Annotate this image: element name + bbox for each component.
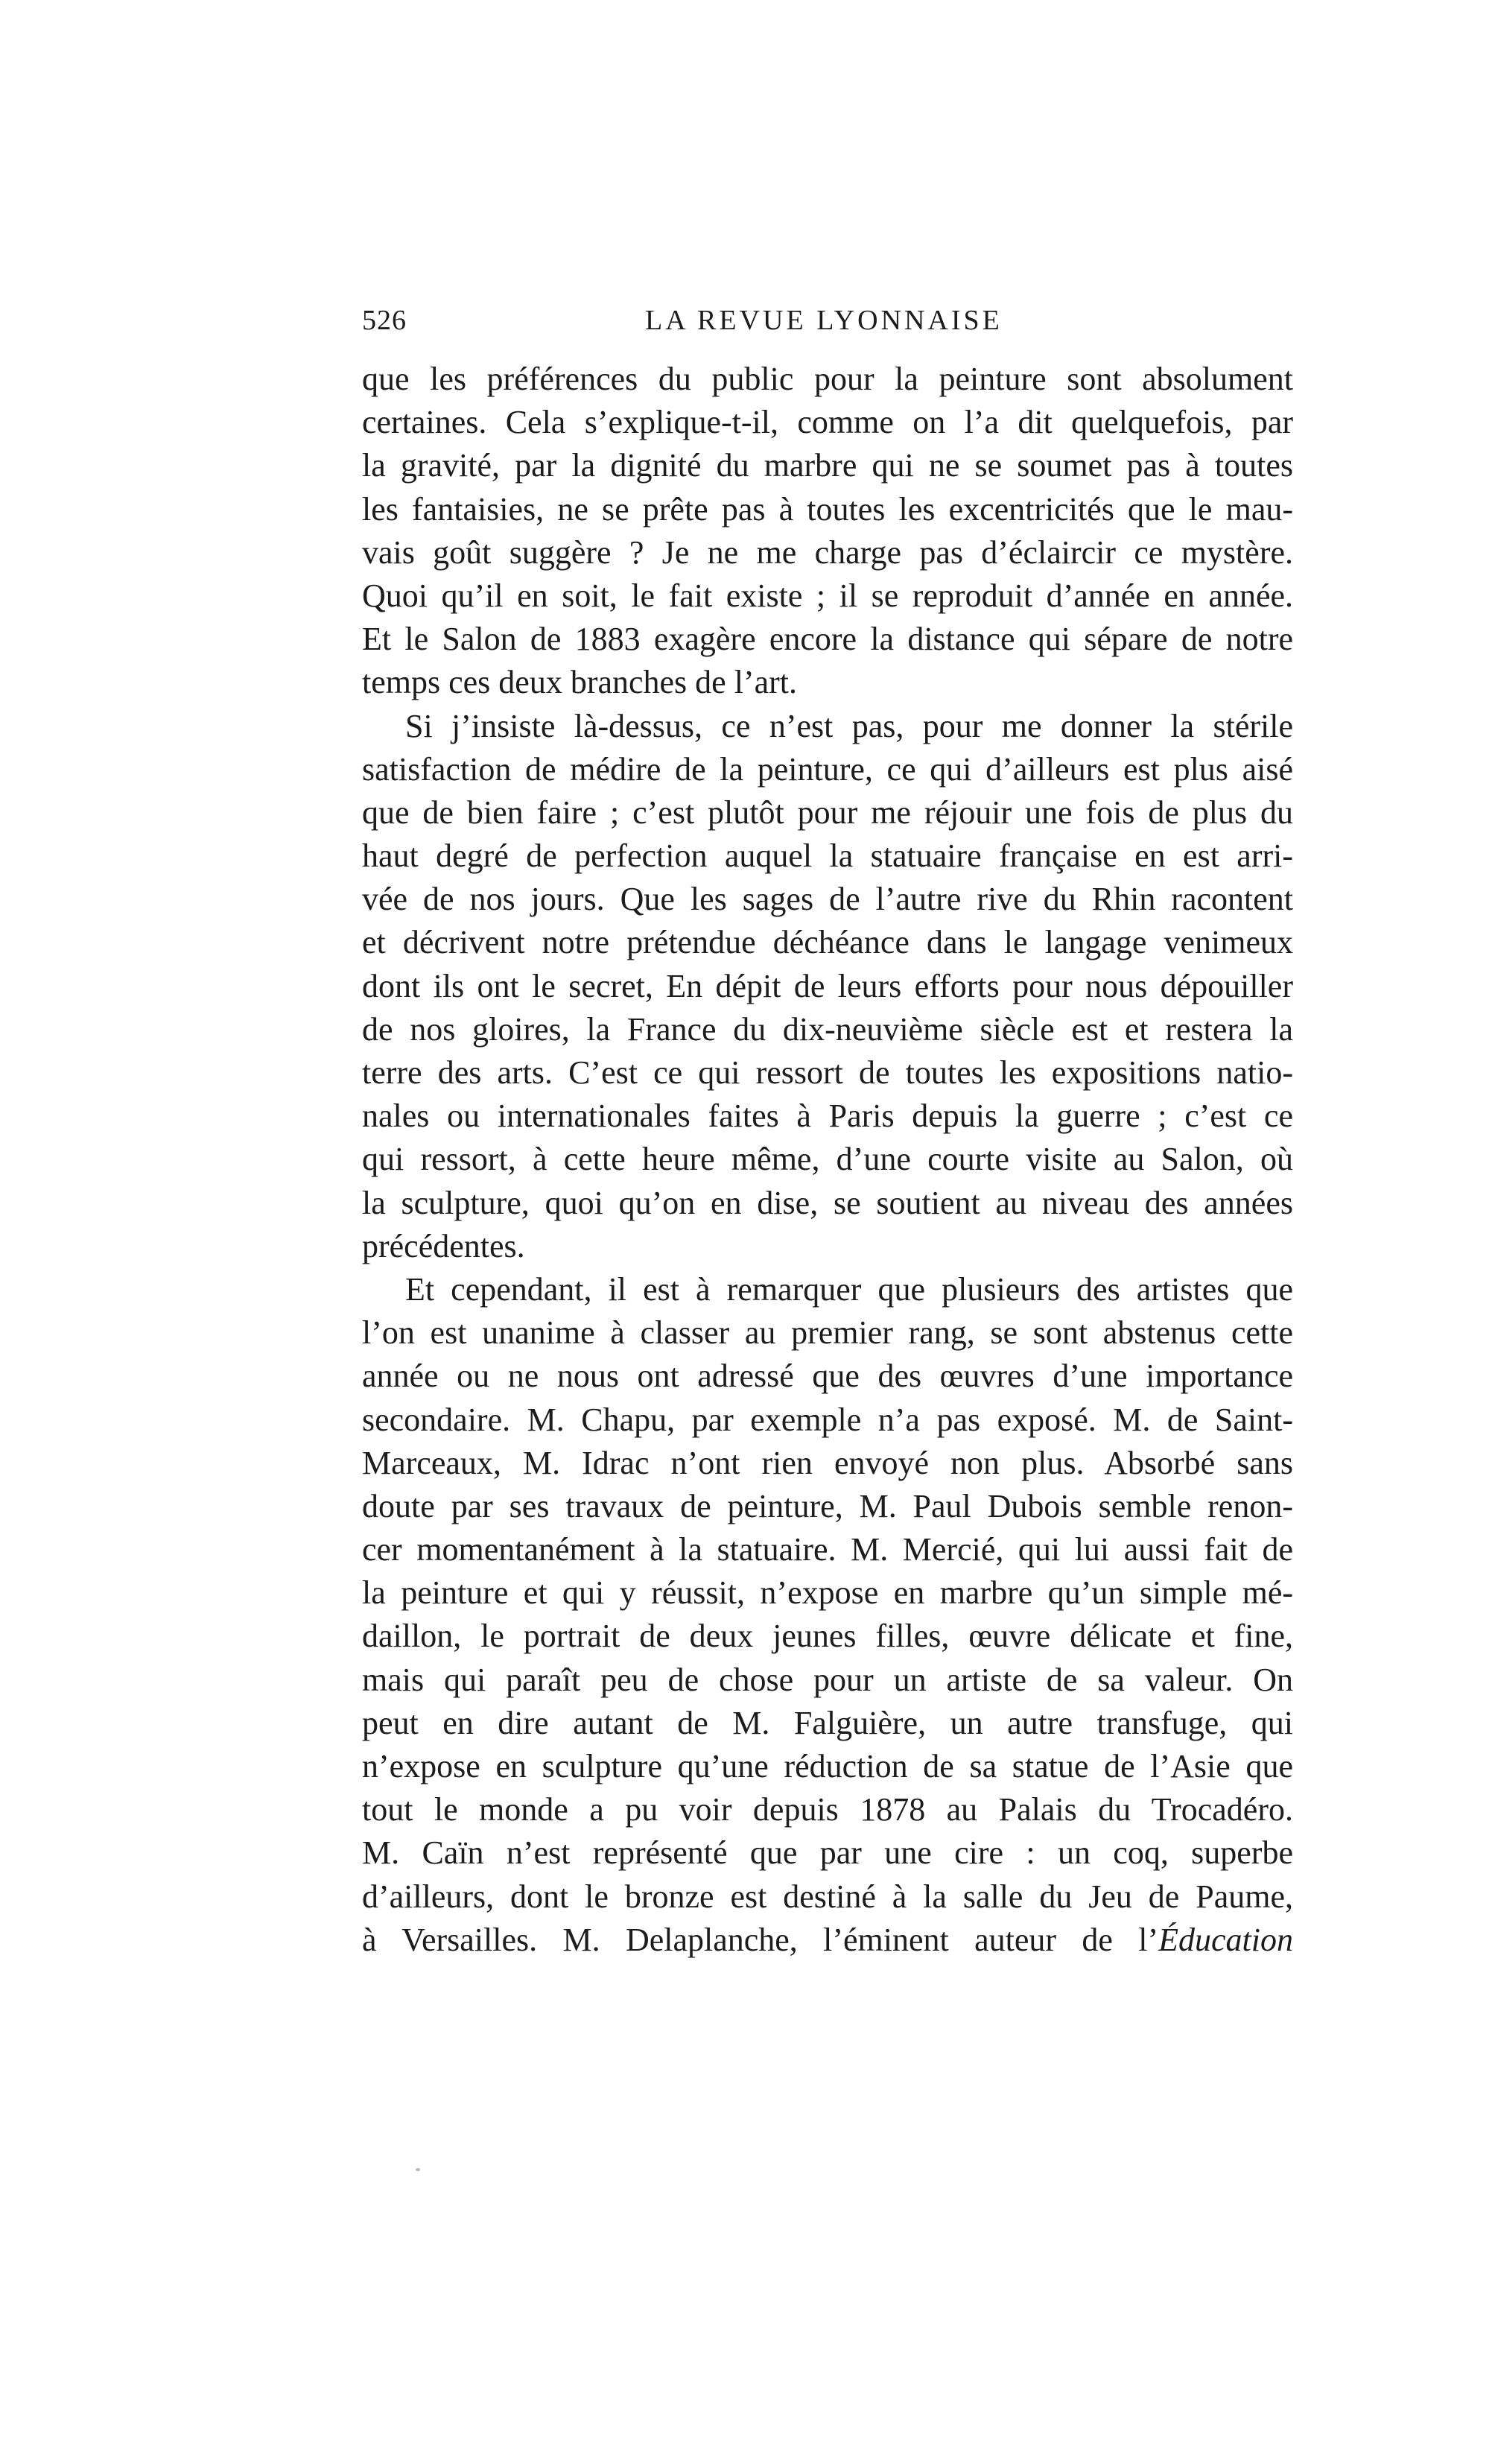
text-line: année ou ne nous ont adressé que des œuvres d’une importance [362, 1358, 1293, 1395]
text-line: la sculpture, quoi qu’on en dise, se soutient au niveau des années [362, 1184, 1293, 1221]
text-line: la gravité, par la dignité du marbre qui ne se soumet pas à toutes [362, 447, 1293, 484]
text-line: secondaire. M. Chapu, par exemple n’a pas exposé. M. de Saint- [362, 1401, 1293, 1438]
italic-word: Éducation [1158, 1921, 1293, 1958]
text-line: n’expose en sculpture qu’une réduction de sa statue de l’Asie que [362, 1748, 1293, 1784]
text-line: vée de nos jours. Que les sages de l’autre rive du Rhin racontent [362, 881, 1293, 918]
text-line: vais goût suggère ? Je ne me charge pas d’éclaircir ce mystère. [362, 533, 1293, 571]
page-number: 526 [362, 305, 407, 336]
text-line: mais qui paraît peu de chose pour un artiste de sa valeur. On [362, 1661, 1293, 1698]
text-line: les fantaisies, ne se prête pas à toutes les excentricités que le mau- [362, 490, 1293, 528]
text-line: qui ressort, à cette heure même, d’une courte visite au Salon, où [362, 1141, 1293, 1178]
journal-title: LA REVUE LYONNAISE [645, 305, 1003, 336]
text-line: daillon, le portrait de deux jeunes filles, œuvre délicate et fine, [362, 1618, 1293, 1655]
text-line: précédentes. [362, 1227, 525, 1264]
text-line: que de bien faire ; c’est plutôt pour me réjouir une fois de plus du [362, 794, 1293, 831]
text-line: haut degré de perfection auquel la statuaire française en est arri- [362, 837, 1293, 875]
text-line: Marceaux, M. Idrac n’ont rien envoyé non plus. Absorbé sans [362, 1444, 1293, 1481]
text-line: nales ou internationales faites à Paris depuis la guerre ; c’est ce [362, 1098, 1293, 1135]
text-line: la peinture et qui y réussit, n’expose en marbre qu’un simple mé- [362, 1574, 1293, 1612]
running-head [362, 304, 1293, 349]
text-line: certaines. Cela s’explique-t-il, comme on l’a dit quelquefois, par [362, 404, 1293, 441]
text-line: et décrivent notre prétendue déchéance dans le langage venimeux [362, 924, 1293, 961]
text-line: que les préférences du public pour la peinture sont absolument [362, 361, 1293, 397]
text-line: satisfaction de médire de la peinture, ce qui d’ailleurs est plus aisé [362, 750, 1293, 788]
text-line: cer momentanément à la statuaire. M. Mercié, qui lui aussi fait de [362, 1531, 1293, 1568]
text-line: doute par ses travaux de peinture, M. Paul Dubois semble renon- [362, 1487, 1293, 1524]
paper-speck [416, 2168, 420, 2171]
text-line: d’ailleurs, dont le bronze est destiné à la salle du Jeu de Paume, [362, 1878, 1293, 1915]
text-line: Quoi qu’il en soit, le fait existe ; il se reproduit d’année en année. [362, 577, 1293, 614]
text-line: de nos gloires, la France du dix-neuvième siècle est et restera la [362, 1010, 1293, 1048]
text-line: peut en dire autant de M. Falguière, un autre transfuge, qui [362, 1704, 1293, 1741]
text-line: tout le monde a pu voir depuis 1878 au Palais du Trocadéro. [362, 1791, 1293, 1828]
text-line: temps ces deux branches de l’art. [362, 664, 797, 701]
text-line: Et le Salon de 1883 exagère encore la distance qui sépare de notre [362, 621, 1293, 658]
text-line: Et cependant, il est à remarquer que plusieurs des artistes que [405, 1270, 1293, 1308]
text-line: Si j’insiste là-dessus, ce n’est pas, pour me donner la stérile [405, 707, 1293, 744]
text-line: terre des arts. C’est ce qui ressort de toutes les expositions natio- [362, 1054, 1293, 1091]
body-text [362, 358, 1293, 1962]
text-line [362, 1919, 1293, 1962]
text-line: M. Caïn n’est représenté que par une cire : un coq, superbe [362, 1834, 1293, 1872]
text-line-main: à Versailles. M. Delaplanche, l’éminent auteur de l’ [362, 1921, 1159, 1958]
text-line: l’on est unanime à classer au premier rang, se sont abstenus cette [362, 1314, 1293, 1352]
text-line: dont ils ont le secret, En dépit de leurs efforts pour nous dépouiller [362, 967, 1293, 1004]
